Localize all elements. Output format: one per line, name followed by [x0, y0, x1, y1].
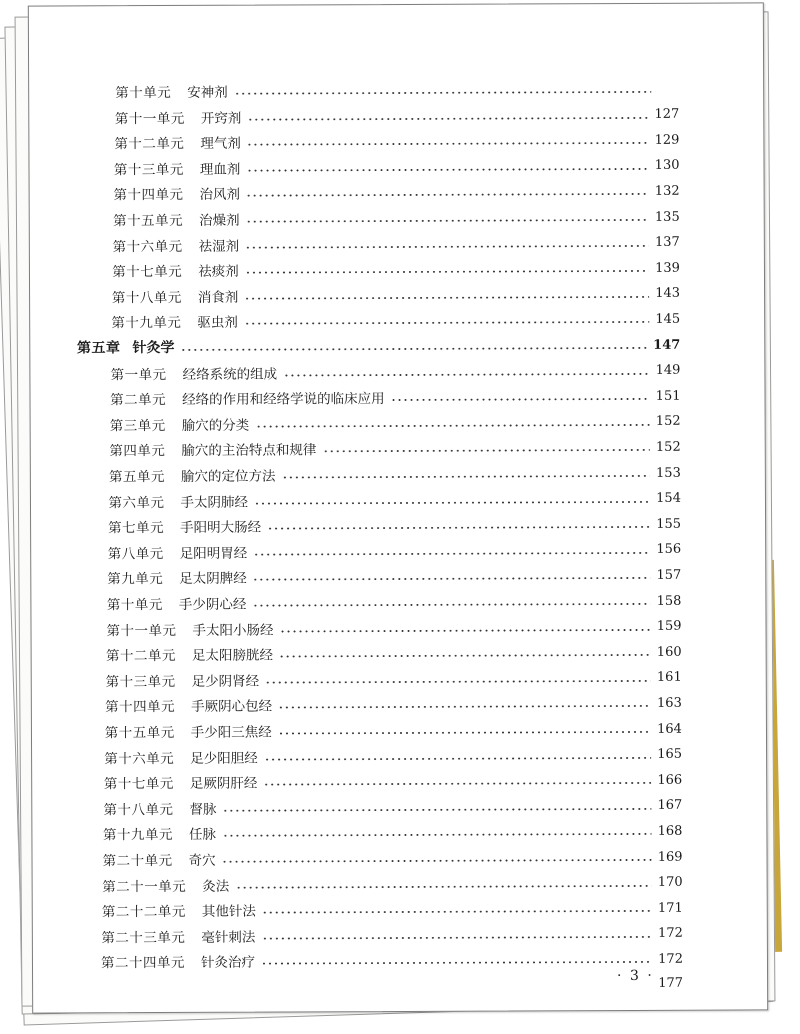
toc-row: [108, 513, 681, 537]
toc-page-number: 145: [655, 311, 681, 327]
toc-entry-title: 祛湿剂: [198, 238, 240, 255]
toc-page-number: 172: [658, 951, 684, 967]
toc-entry-title: 祛痰剂: [198, 263, 239, 281]
toc-unit-label: 第十单元: [106, 597, 163, 614]
toc-entry-title: 消食剂: [197, 289, 239, 306]
toc-unit-label: 第十五单元: [104, 724, 175, 742]
toc-page-number: 158: [656, 593, 682, 609]
dot-leader: [278, 705, 651, 709]
toc-page-number: 159: [656, 618, 682, 634]
toc-page: [28, 2, 768, 1013]
toc-unit-label: 第十七单元: [112, 264, 183, 281]
toc-row: [112, 257, 680, 281]
dot-leader: [267, 526, 650, 530]
toc-row: [107, 590, 682, 615]
toc-unit-label: 第十一单元: [114, 110, 185, 127]
toc-row: [114, 129, 679, 153]
toc-page-number: 167: [657, 798, 683, 814]
dot-leader: [235, 884, 652, 888]
toc-entry-title: 足少阳胆经: [190, 750, 258, 767]
toc-page-number: 135: [654, 209, 680, 225]
toc-unit-label: 第二十三单元: [101, 929, 186, 947]
dot-leader: [254, 500, 650, 504]
dot-leader: [265, 680, 651, 684]
toc-entry-title: 手阳明大肠经: [180, 519, 262, 537]
toc-page-number: 164: [657, 721, 682, 737]
dot-leader: [244, 321, 649, 325]
toc-unit-label: 第五章: [76, 340, 121, 357]
toc-entry-title: 针灸学: [132, 339, 175, 357]
dot-leader: [246, 168, 648, 172]
toc-row: [106, 615, 681, 640]
toc-unit-label: 第二十一单元: [102, 878, 187, 895]
toc-entry-title: 腧穴的主治特点和规律: [181, 442, 317, 460]
toc-entry-title: 毫针刺法: [201, 929, 256, 946]
toc-unit-label: 第十三单元: [113, 161, 184, 179]
toc-unit-label: 第二单元: [110, 392, 167, 409]
toc-entry-title: 手太阴肺经: [180, 494, 249, 511]
toc-row: [102, 871, 682, 896]
toc-unit-label: 第八单元: [107, 545, 164, 563]
toc-unit-label: 第二十单元: [102, 852, 173, 870]
toc-row: [113, 231, 680, 255]
dot-leader: [245, 270, 649, 274]
toc-entry-title: 理气剂: [200, 135, 241, 153]
toc-unit-label: 第十三单元: [105, 673, 176, 691]
toc-entry-title: 足厥阴肝经: [189, 775, 258, 793]
toc-unit-label: 第十八单元: [111, 289, 182, 307]
toc-page-number: 169: [657, 849, 683, 865]
toc-entry-title: 驱虫剂: [197, 315, 238, 332]
toc-unit-label: 第十四单元: [113, 187, 184, 204]
toc-page-number: 132: [654, 183, 680, 199]
toc-row: [113, 206, 680, 230]
toc-unit-label: 第十二单元: [106, 648, 177, 665]
toc-unit-label: 第十五单元: [113, 212, 184, 230]
toc-row: [106, 641, 682, 666]
toc-row: [112, 283, 680, 307]
toc-page-number: 172: [657, 926, 683, 942]
toc-unit-label: 第十一单元: [106, 622, 177, 639]
toc-entry-title: 手少阴心经: [178, 596, 247, 613]
toc-entry-title: 手厥阴心包经: [191, 698, 273, 716]
toc-page-number: 143: [655, 286, 681, 302]
toc-entry-title: 经络系统的组成: [182, 366, 278, 383]
toc-row: [103, 820, 682, 845]
toc-page-number: 163: [656, 695, 682, 711]
toc-entry-title: 足太阴脾经: [179, 571, 247, 588]
toc-page-number: 139: [655, 260, 680, 276]
toc-unit-label: 第十九单元: [111, 315, 182, 332]
toc-row: [108, 487, 681, 511]
toc-unit-label: 第十九单元: [102, 827, 174, 844]
dot-leader: [180, 347, 647, 351]
toc-row: [105, 667, 681, 692]
toc-row: [101, 948, 683, 973]
toc-page-number: 161: [656, 670, 682, 686]
toc-unit-label: 第四单元: [109, 443, 166, 460]
toc-entry-title: 其他针法: [201, 903, 256, 921]
toc-row: [109, 462, 681, 486]
dot-leader: [244, 296, 649, 300]
toc-unit-label: 第二十四单元: [100, 955, 186, 972]
dot-leader: [253, 577, 651, 581]
toc-unit-label: 第二十二单元: [101, 904, 186, 921]
toc-unit-label: 第十单元: [115, 84, 172, 102]
toc-row: [107, 564, 681, 589]
toc-row: [113, 180, 679, 204]
toc-page-number: 149: [655, 362, 681, 378]
dot-leader: [247, 142, 649, 146]
toc-page-number: 165: [657, 746, 683, 762]
toc-unit-label: 第十四单元: [105, 699, 176, 716]
toc-page-number: 156: [656, 542, 682, 558]
dot-leader: [283, 372, 649, 376]
toc-page-number: 155: [656, 516, 682, 532]
toc-entry-title: 针灸治疗: [200, 955, 256, 972]
toc-page-number: 177: [658, 975, 684, 991]
toc-row: [114, 155, 680, 179]
toc-row: [103, 846, 683, 871]
toc-entry-title: 足阳明胃经: [179, 545, 248, 562]
toc-row: [105, 692, 682, 717]
toc-entry-title: 灸法: [202, 878, 230, 895]
dot-leader: [247, 116, 648, 120]
dot-leader: [391, 398, 650, 401]
toc-chapter-row: [77, 334, 680, 359]
toc-entry-title: 手太阳小肠经: [192, 622, 274, 639]
dot-leader: [261, 961, 652, 965]
toc-unit-label: 第三单元: [109, 417, 166, 435]
dot-leader: [279, 628, 650, 632]
toc-page-number: 160: [656, 644, 682, 660]
toc-page-number: 152: [655, 439, 681, 455]
dot-leader: [222, 833, 652, 837]
dot-leader: [263, 782, 651, 786]
dot-leader: [262, 910, 652, 914]
toc-unit-label: 第十六单元: [104, 750, 175, 767]
toc-page-number: 151: [655, 388, 681, 404]
toc-unit-label: 第十八单元: [103, 801, 174, 819]
toc-entry-title: 开窍剂: [200, 110, 242, 127]
dot-leader: [281, 475, 650, 479]
toc-page-number: 137: [654, 234, 680, 250]
dot-leader: [245, 244, 649, 248]
toc-unit-label: 第六单元: [108, 494, 165, 511]
toc-row: [103, 795, 682, 820]
dot-leader: [222, 859, 652, 863]
dot-leader: [261, 936, 652, 940]
toc-row: [115, 103, 680, 127]
toc-row: [109, 436, 680, 460]
toc-row: [110, 385, 680, 409]
page-number-footer: · 3 ·: [617, 967, 654, 985]
toc-entry-title: 足少阴肾经: [191, 673, 260, 690]
toc-unit-label: 第十二单元: [114, 136, 185, 153]
toc-entry-title: 治风剂: [199, 187, 241, 204]
table-of-contents: [29, 3, 763, 991]
toc-entry-title: 理血剂: [199, 161, 241, 178]
toc-unit-label: 第五单元: [108, 469, 165, 486]
toc-page-number: 152: [655, 414, 681, 430]
toc-unit-label: 第十六单元: [112, 238, 183, 255]
toc-entry-title: 督脉: [189, 801, 217, 818]
toc-entry-title: 腧穴的分类: [181, 417, 250, 434]
toc-entry-title: 腧穴的定位方法: [180, 468, 276, 485]
toc-row: [111, 359, 681, 383]
dot-leader: [253, 552, 650, 556]
toc-entry-title: 安神剂: [187, 84, 228, 101]
toc-entry-title: 奇穴: [188, 852, 216, 869]
toc-row: [101, 923, 683, 948]
dot-leader: [252, 603, 650, 607]
toc-row: [104, 769, 682, 794]
toc-unit-label: 第十七单元: [103, 776, 174, 793]
toc-row: [110, 411, 681, 435]
toc-page-number: 154: [656, 490, 681, 506]
dot-leader: [279, 654, 651, 658]
toc-row: [105, 718, 682, 743]
toc-row: [108, 539, 682, 564]
dot-leader: [278, 731, 651, 735]
toc-page-number: 153: [655, 465, 681, 481]
toc-page-number: 168: [657, 823, 683, 839]
toc-page-number: 130: [654, 158, 680, 174]
toc-entry-title: 治燥剂: [199, 212, 240, 229]
toc-page-number: 127: [654, 106, 680, 122]
toc-unit-label: 第九单元: [107, 571, 164, 588]
toc-entry-title: 任脉: [188, 827, 217, 844]
toc-page-number: 170: [657, 874, 683, 890]
toc-row: [115, 78, 679, 102]
dot-leader: [246, 219, 649, 223]
dot-leader: [255, 424, 650, 428]
toc-row: [111, 308, 680, 332]
toc-unit-label: 第一单元: [110, 366, 167, 383]
dot-leader: [223, 808, 652, 812]
toc-row: [104, 743, 682, 768]
toc-row: [102, 897, 683, 922]
dot-leader: [264, 756, 651, 760]
toc-page-number: 166: [657, 772, 683, 788]
toc-page-number: 147: [653, 337, 681, 353]
toc-unit-label: 第七单元: [108, 520, 165, 537]
dot-leader: [246, 193, 649, 197]
toc-entry-title: 足太阳膀胱经: [191, 647, 274, 665]
toc-entry-title: 经络的作用和经络学说的临床应用: [182, 391, 385, 409]
toc-entry-title: 手少阳三焦经: [190, 724, 272, 741]
dot-leader: [322, 449, 650, 452]
dot-leader: [234, 91, 652, 95]
toc-page-number: 157: [656, 567, 682, 583]
toc-page-number: 129: [654, 132, 680, 148]
toc-page-number: 171: [657, 900, 683, 916]
